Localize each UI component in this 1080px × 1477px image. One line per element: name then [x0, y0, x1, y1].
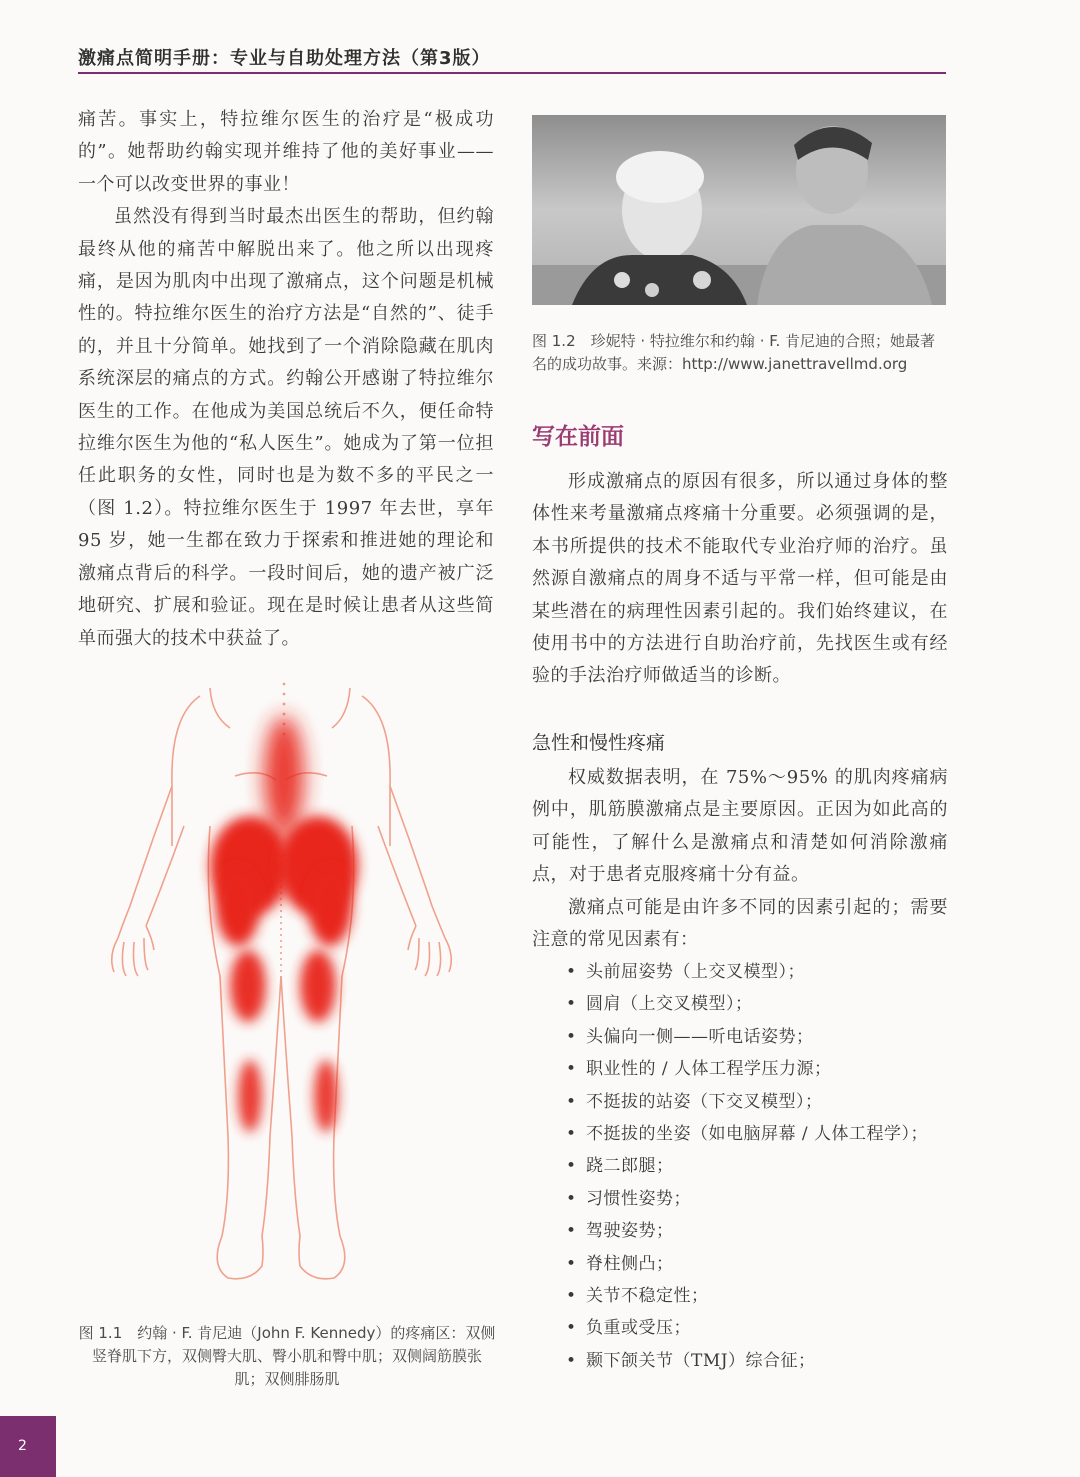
- paragraph: 痛苦。事实上，特拉维尔医生的治疗是“极成功的”。她帮助约翰实现并维持了他的美好事业——一个可以改变世界的事业！: [78, 109, 494, 195]
- figure-1-1-caption: 图 1.1 约翰 · F. 肯尼迪（John F. Kennedy）的疼痛区：双侧竖脊肌下方，双侧臀大肌、臀小肌和臀中肌；双侧阔筋膜张肌；双侧腓肠肌: [78, 1324, 496, 1388]
- paragraph: 虽然没有得到当时最杰出医生的帮助，但约翰最终从他的痛苦中解脱出来了。他之所以出现疼痛，是因为肌肉中出现了激痛点，这个问题是机械性的。特拉维尔医生的治疗方法是“自然的”、徒手的，并且十分简单。她找到了一个消除隐藏在肌肉系统深层的痛点的方式。约翰公开感谢了特拉维尔医生的工作。在他成为美国总统后不久，便任命特拉维尔医生为他的“私人医生”。她成为了第一位担任此职务的女性，同时也是为数不多的平民之一（图 1.2）。特拉维尔医生于 1997 年去世，享年 95 岁，她一生都在致力于探索和推进她的理论和激痛点背后的科学。一段时间后，她的遗产被广泛地研究、扩展和验证。现在是时候让患者从这些简单而强大的技术中获益了。: [78, 206, 494, 649]
- paragraph: 权威数据表明，在 75%～95% 的肌肉疼痛病例中，肌筋膜激痛点是主要原因。正因为如此高的可能性，了解什么是激痛点和清楚如何消除激痛点，对于患者克服疼痛十分有益。: [532, 767, 948, 886]
- section-title: 写在前面: [532, 423, 624, 450]
- photo-travell-kennedy: [532, 115, 946, 305]
- list-item: • 圆肩（上交叉模型）；: [566, 988, 946, 1020]
- pain-zones: [210, 716, 358, 1132]
- photo-illustration: [532, 115, 946, 305]
- list-item: • 脊柱侧凸；: [566, 1248, 946, 1280]
- left-column: [78, 104, 494, 655]
- section-body: [532, 466, 948, 693]
- list-item: • 头前屈姿势（上交叉模型）；: [566, 956, 946, 988]
- running-header: 激痛点简明手册：专业与自助处理方法（第3版）: [78, 48, 491, 69]
- list-item: • 习惯性姿势；: [566, 1183, 946, 1215]
- subsection-body: [532, 762, 948, 956]
- list-item: • 职业性的 / 人体工程学压力源；: [566, 1053, 946, 1085]
- list-item: • 不挺拔的坐姿（如电脑屏幕 / 人体工程学）；: [566, 1118, 946, 1150]
- list-item: • 颞下颌关节（TMJ）综合征；: [566, 1345, 946, 1377]
- causes-list: [566, 956, 946, 1377]
- list-item: • 不挺拔的站姿（下交叉模型）；: [566, 1086, 946, 1118]
- subsection-title: 急性和慢性疼痛: [532, 732, 666, 754]
- figure-1-2-caption: 图 1.2 珍妮特 · 特拉维尔和约翰 · F. 肯尼迪的合照；她最著名的成功故事。来源：http://www.janettravellmd.org: [532, 332, 935, 373]
- page-number: 2: [18, 1438, 27, 1454]
- header-rule: [78, 72, 946, 74]
- list-item: • 关节不稳定性；: [566, 1280, 946, 1312]
- pain-map-figure: [100, 676, 470, 1306]
- list-item: • 驾驶姿势；: [566, 1215, 946, 1247]
- body-outline-illustration: [100, 676, 470, 1306]
- paragraph: 激痛点可能是由许多不同的因素引起的；需要注意的常见因素有：: [532, 896, 948, 951]
- list-item: • 负重或受压；: [566, 1312, 946, 1344]
- page-tab: [0, 1416, 56, 1477]
- paragraph: 形成激痛点的原因有很多，所以通过身体的整体性来考量激痛点疼痛十分重要。必须强调的是，本书所提供的技术不能取代专业治疗师的治疗。虽然源自激痛点的周身不适与平常一样，但可能是由某些潜在的病理性因素引起的。我们始终建议，在使用书中的方法进行自助治疗前，先找医生或有经验的手法治疗师做适当的诊断。: [532, 471, 948, 687]
- list-item: • 跷二郎腿；: [566, 1150, 946, 1182]
- list-item: • 头偏向一侧——听电话姿势；: [566, 1021, 946, 1053]
